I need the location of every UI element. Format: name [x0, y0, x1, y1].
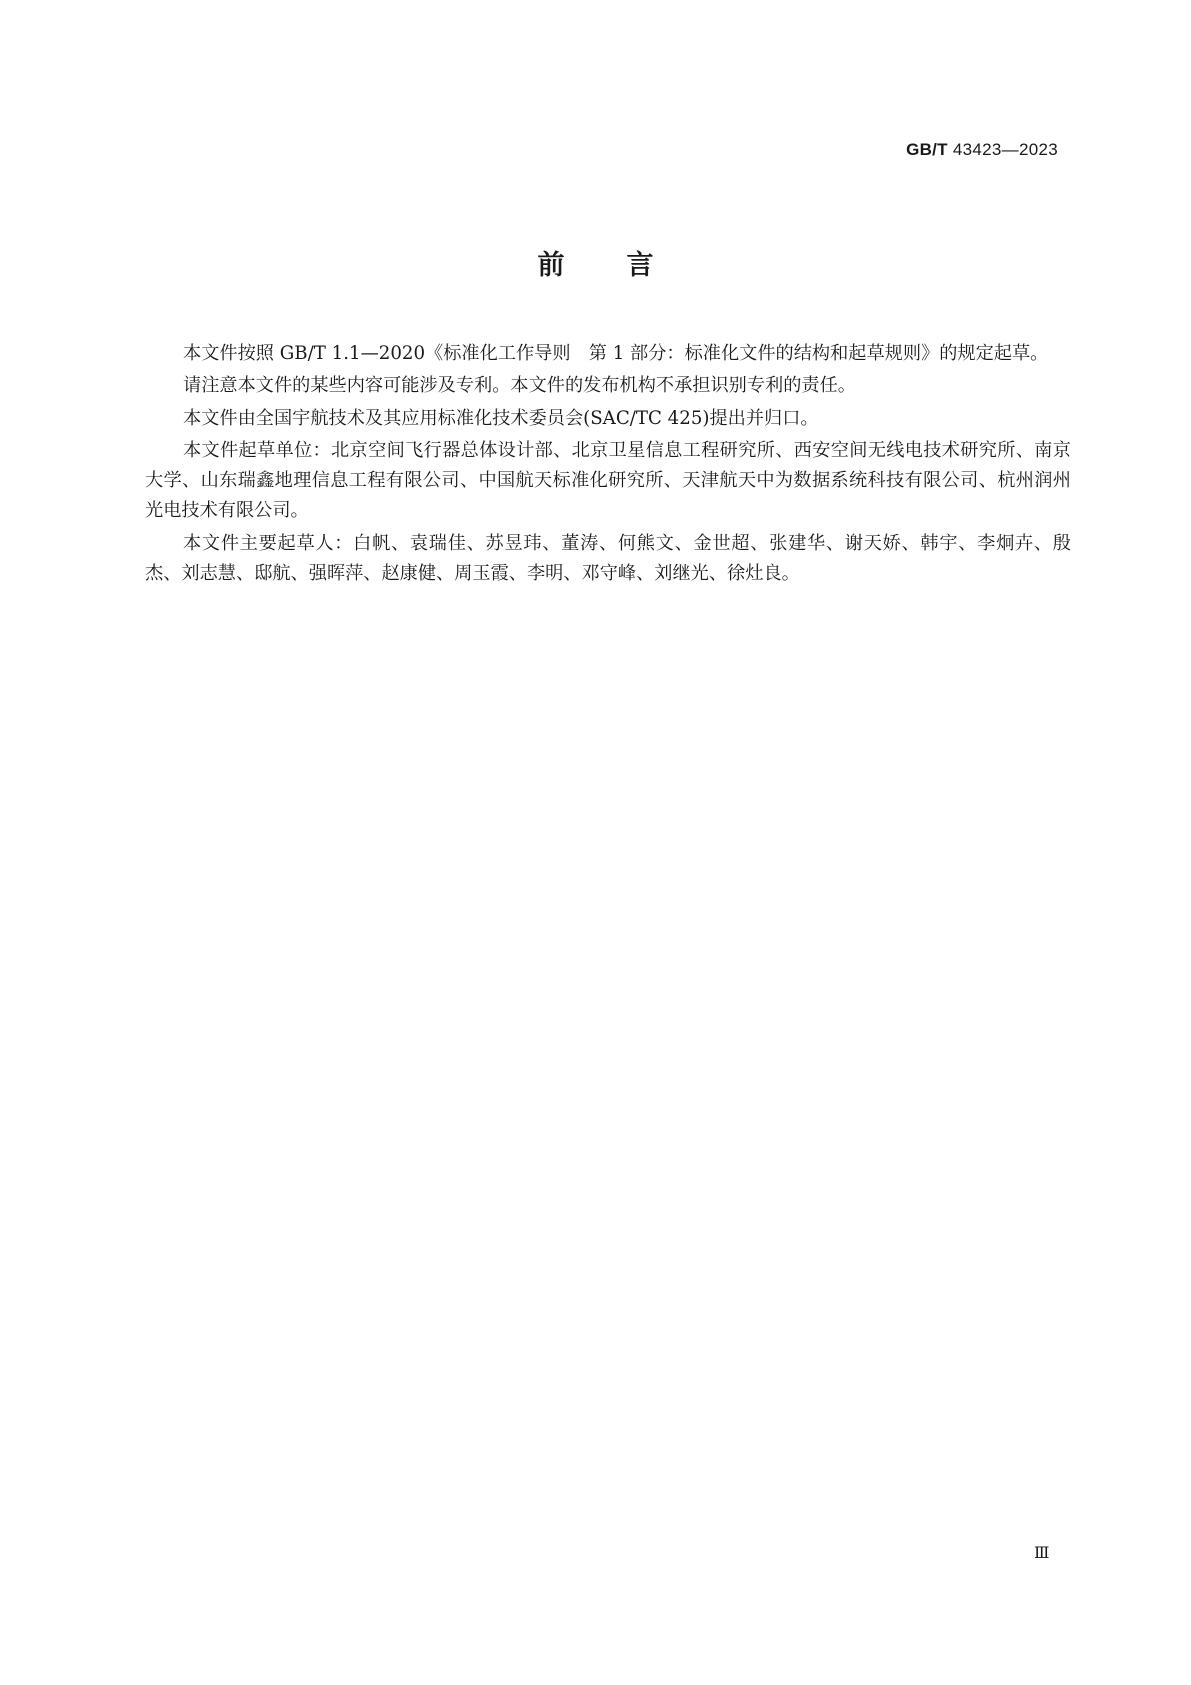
paragraph-drafting-units: 本文件起草单位：北京空间飞行器总体设计部、北京卫星信息工程研究所、西安空间无线电技术研究所、南京大学、山东瑞鑫地理信息工程有限公司、中国航天标准化研究所、天津航天中为数据系统科技有限公司、杭州润州光电技术有限公司。	[145, 440, 1071, 522]
paragraph-drafters: 本文件主要起草人：白帆、袁瑞佳、苏昱玮、董涛、何熊文、金世超、张建华、谢天娇、韩宇、李炯卉、殷杰、刘志慧、邸航、强晖萍、赵康健、周玉霞、李明、邓守峰、刘继光、徐灶良。	[145, 532, 1071, 584]
paragraph-drafting-rules: 本文件按照 GB/T 1.1—2020《标准化工作导则 第 1 部分：标准化文件的结构和起草规则》的规定起草。	[183, 343, 1049, 364]
page-number: Ⅲ	[1034, 1545, 1050, 1562]
page-title: 前言	[537, 250, 716, 281]
standard-prefix: GB/T	[906, 140, 948, 159]
paragraph-patent-notice: 请注意本文件的某些内容可能涉及专利。本文件的发布机构不承担识别专利的责任。	[183, 375, 856, 397]
paragraph-proposer: 本文件由全国宇航技术及其应用标准化技术委员会(SAC/TC 425)提出并归口。	[183, 407, 819, 429]
standard-code	[906, 140, 1058, 160]
standard-number: 43423—2023	[947, 140, 1058, 159]
foreword-body	[145, 339, 1071, 591]
